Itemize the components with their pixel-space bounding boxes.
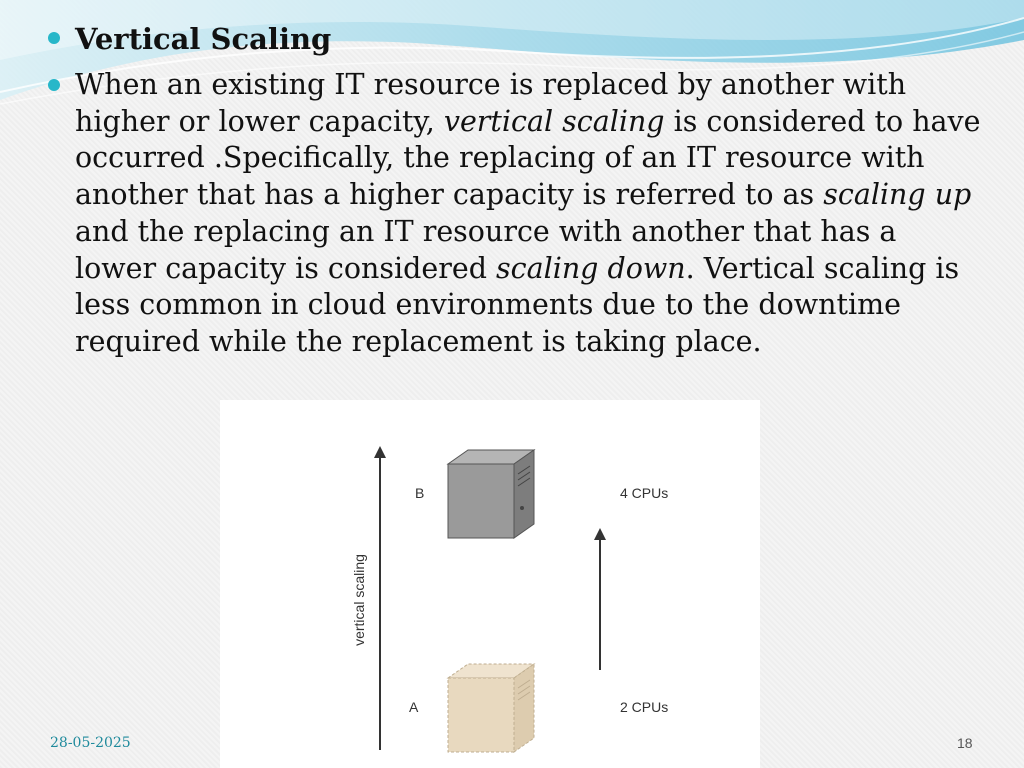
slide-content [46,20,986,361]
term-vertical-scaling: vertical scaling [443,104,665,138]
upgrade-arrow [594,528,606,670]
bullet-dot-icon [48,32,60,44]
term-scaling-up: scaling up [823,178,972,212]
paragraph-text-4: . Vertical scaling is less common in cloud environments due to the downtime required while the replacement is taking place. [75,251,960,358]
paragraph-text-3: and the replacing an IT resource with another that has a lower capacity is considered [75,214,897,285]
server-b-letter: B [415,485,425,501]
page-number: 18 [957,735,973,751]
vertical-scaling-diagram [220,400,760,768]
server-a-letter: A [409,699,419,715]
slide-title [46,20,986,58]
body-paragraph [46,67,986,361]
title-text: Vertical Scaling [75,22,332,56]
axis-arrow [374,446,386,750]
paragraph-text-2: is considered to have occurred .Specifically, the replacing of an IT resource with another that has a higher capacity is referred to as [75,104,981,212]
bullet-dot-icon [48,79,60,91]
paragraph-text-1: When an existing IT resource is replaced by another with higher or lower capacity, [75,68,907,138]
server-a-icon [448,664,534,752]
axis-label: vertical scaling [351,554,367,646]
term-scaling-down: scaling down [496,251,686,285]
server-b-icon [448,450,534,538]
server-b-capacity: 4 CPUs [620,485,669,501]
server-a-capacity: 2 CPUs [620,699,669,715]
footer-date: 28-05-2025 [50,735,131,751]
